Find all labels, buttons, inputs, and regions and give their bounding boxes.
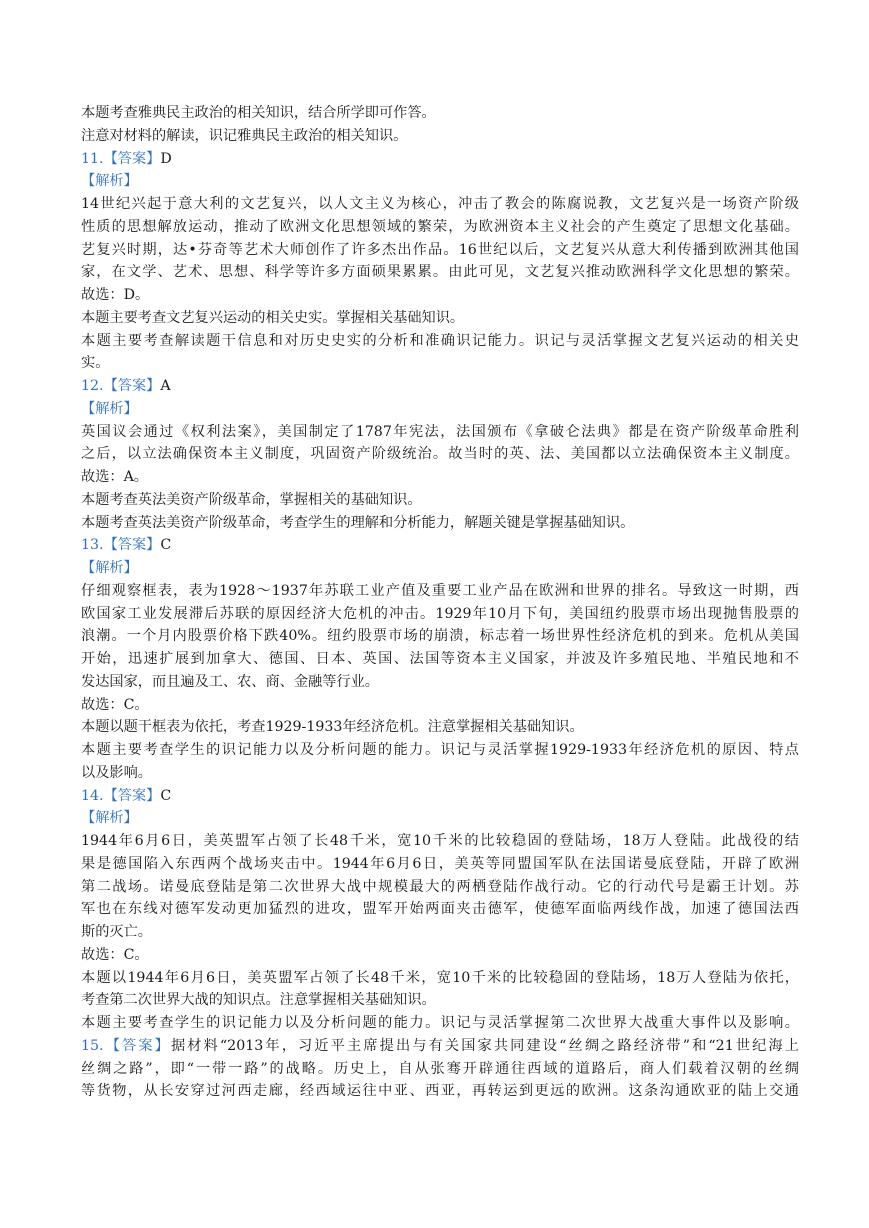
line-text: 英国议会通过《权利法案》，美国制定了1787年宪法，法国颁布《拿破仑法典》都是在资产阶级革命胜利: [81, 423, 799, 440]
answer-text: A: [160, 378, 171, 394]
question-number: 12.: [81, 378, 104, 394]
answer-line: [81, 375, 799, 398]
text-line: [81, 694, 799, 717]
text-line: [81, 239, 799, 262]
text-line: [81, 967, 799, 990]
line-text: 艺复兴时期，达•芬奇等艺术大师创作了许多杰出作品。16世纪以后，文艺复兴从意大利传播到欧洲其他国: [81, 241, 799, 258]
text-line: [81, 853, 799, 876]
line-text: 故选：C。: [81, 946, 149, 963]
text-line: [81, 989, 799, 1012]
line-text: 注意对材料的解读，识记雅典民主政治的相关知识。: [81, 127, 408, 144]
answer-tag: 【答案】: [103, 378, 161, 394]
text-line: [81, 466, 799, 489]
answer-text: 据材料“2013年，习近平主席提出与有关国家共同建设“丝绸之路经济带”和“21世纪海上: [170, 1037, 799, 1054]
analysis-tag: 【解析】: [81, 560, 138, 576]
question-number: 15.: [81, 1037, 104, 1054]
text-line: [81, 739, 799, 762]
answer-line: [81, 785, 799, 808]
line-text: 1944年6月6日，美英盟军占领了长48千米，宽10千米的比较稳固的登陆场，18万人登陆。此战役的结: [81, 833, 799, 849]
text-line: [81, 921, 799, 944]
line-text: 等货物，从长安穿过河西走廊，经西域运往中亚、西亚，再转运到更远的欧洲。这条沟通欧亚的陆上交通: [81, 1083, 799, 1100]
answer-text: C: [160, 537, 172, 554]
text-line: [81, 284, 799, 307]
line-text: 本题考查英法美资产阶级革命，掌握相关的基础知识。: [81, 491, 422, 508]
text-line: [81, 716, 799, 739]
answer-tag: 【答案】: [103, 150, 161, 167]
analysis-tag: 【解析】: [81, 173, 138, 190]
answer-text: D: [160, 150, 172, 167]
line-text: 本题考查英法美资产阶级革命，考查学生的理解和分析能力，解题关键是掌握基础知识。: [81, 514, 635, 531]
line-text: 丝绸之路”，即“一带一路”的战略。历史上，自从张骞开辟通往西域的道路后，商人们载着汉朝的丝绸: [81, 1060, 799, 1077]
text-line: [81, 944, 799, 967]
text-line: [81, 1012, 799, 1035]
text-line: [81, 193, 799, 216]
analysis-heading: [81, 807, 799, 830]
line-text: 故选：D。: [81, 287, 150, 303]
analysis-tag: 【解析】: [81, 400, 138, 417]
line-text: 本题考查雅典民主政治的相关知识，结合所学即可作答。: [81, 105, 436, 121]
text-line: [81, 671, 799, 694]
question-number: 11.: [81, 150, 104, 167]
line-text: 家，在文学、艺术、思想、科学等许多方面硕果累累。由此可见，文艺复兴推动欧洲科学文化思想的繁荣。: [81, 264, 799, 281]
text-line: [81, 603, 799, 626]
analysis-heading: [81, 557, 799, 580]
text-line: [81, 512, 799, 535]
answer-tag: 【答案】: [103, 1037, 171, 1054]
answer-line: [81, 148, 799, 171]
text-line: [81, 330, 799, 353]
line-text: 本题主要考查解读题干信息和对历史史实的分析和准确识记能力。识记与灵活掌握文艺复兴运动的相关史: [81, 332, 799, 349]
line-text: 第二战场。诺曼底登陆是第二次世界大战中规模最大的两栖登陆作战行动。它的行动代号是霸王计划。苏: [81, 878, 799, 895]
text-line: [81, 216, 799, 239]
line-text: 欧国家工业发展滞后苏联的原因经济大危机的冲击。1929年10月下旬，美国纽约股票市场出现抛售股票的: [81, 605, 799, 622]
line-text: 军也在东线对德军发动更加猛烈的进攻，盟军开始两面夹击德军，使德军面临两线作战，加速了德国法西: [81, 901, 799, 918]
text-line: [81, 125, 799, 148]
line-text: 实。: [81, 355, 110, 372]
answer-text: C: [160, 787, 172, 804]
text-line: [81, 1058, 799, 1081]
line-text: 浪潮。一个月内股票价格下跌40%。纽约股票市场的崩溃，标志着一场世界性经济危机的到来。危机从美国: [81, 628, 799, 645]
line-text: 仔细观察框表，表为1928～1937年苏联工业产值及重要工业产品在欧洲和世界的排名。导致这一时期，西: [81, 582, 799, 599]
text-line: [81, 443, 799, 466]
answer-line: [81, 1035, 799, 1058]
line-text: 果是德国陷入东西两个战场夹击中。1944年6月6日，美英等同盟国军队在法国诺曼底登陆，开辟了欧洲: [81, 855, 799, 872]
question-number: 13.: [81, 537, 104, 554]
line-text: 本题主要考查学生的识记能力以及分析问题的能力。识记与灵活掌握1929-1933年经济危机的原因、特点: [81, 742, 799, 758]
text-line: [81, 898, 799, 921]
line-text: 以及影响。: [81, 764, 152, 781]
answer-line: [81, 534, 799, 557]
text-line: [81, 1080, 799, 1103]
text-line: [81, 421, 799, 444]
text-line: [81, 489, 799, 512]
line-text: 性质的思想解放运动，推动了欧洲文化思想领域的繁荣，为欧洲资本主义社会的产生奠定了思想文化基础。: [81, 218, 799, 235]
question-number: 14.: [81, 787, 104, 804]
line-text: 发达国家，而且遍及工、农、商、金融等行业。: [81, 673, 379, 690]
analysis-heading: [81, 398, 799, 421]
text-line: [81, 307, 799, 330]
text-line: [81, 580, 799, 603]
answer-tag: 【答案】: [103, 787, 161, 804]
line-text: 本题主要考查学生的识记能力以及分析问题的能力。识记与灵活掌握第二次世界大战重大事件以及影响。: [81, 1015, 799, 1031]
text-line: [81, 876, 799, 899]
line-text: 之后，以立法确保资本主义制度，巩固资产阶级统治。故当时的英、法、美国都以立法确保资本主义制度。: [81, 446, 799, 463]
line-text: 14世纪兴起于意大利的文艺复兴，以人文主义为核心，冲击了教会的陈腐说教，文艺复兴是一场资产阶级: [81, 196, 799, 212]
line-text: 考查第二次世界大战的知识点。注意掌握相关基础知识。: [81, 992, 436, 1009]
text-line: [81, 352, 799, 375]
line-text: 开始，迅速扩展到加拿大、德国、日本、英国、法国等资本主义国家，并波及许多殖民地、半殖民地和不: [81, 651, 799, 667]
line-text: 斯的灭亡。: [81, 924, 152, 940]
line-text: 本题主要考查文艺复兴运动的相关史实。掌握相关基础知识。: [81, 309, 465, 326]
analysis-tag: 【解析】: [81, 810, 138, 827]
line-text: 本题以题干框表为依托，考查1929-1933年经济危机。注意掌握相关基础知识。: [81, 719, 584, 736]
line-text: 故选：C。: [81, 696, 149, 713]
text-line: [81, 762, 799, 785]
text-line: [81, 648, 799, 671]
answer-tag: 【答案】: [103, 537, 161, 554]
text-line: [81, 830, 799, 853]
text-line: [81, 625, 799, 648]
line-text: 本题以1944年6月6日，美英盟军占领了长48千米，宽10千米的比较稳固的登陆场，18万人登陆为依托，: [81, 969, 799, 986]
text-line: [81, 102, 799, 125]
line-text: 故选：A。: [81, 469, 148, 485]
analysis-heading: [81, 170, 799, 193]
text-line: [81, 261, 799, 284]
